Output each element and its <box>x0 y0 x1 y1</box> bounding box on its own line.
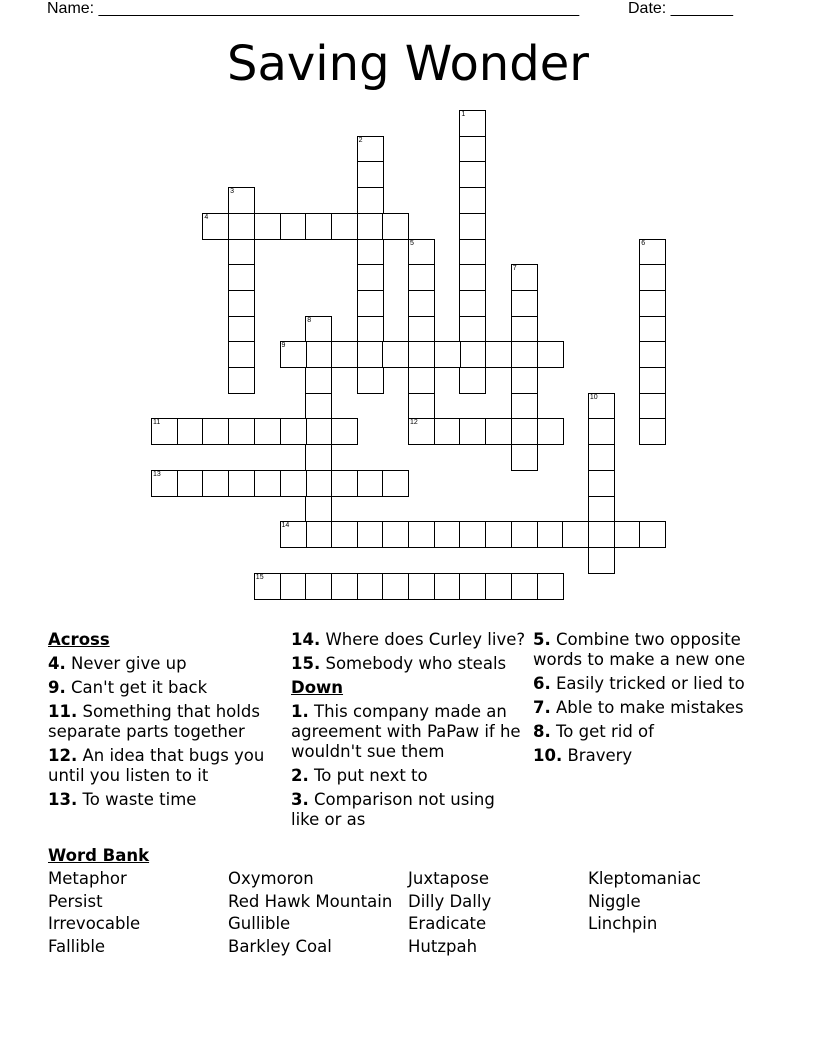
grid-cell[interactable] <box>459 418 486 445</box>
grid-cell[interactable] <box>588 418 615 445</box>
clue-down-7 <box>533 698 773 718</box>
clue-text: Easily tricked or lied to <box>550 674 745 693</box>
clue-number-label: 3 <box>230 188 234 196</box>
grid-cell[interactable] <box>228 316 255 343</box>
grid-cell[interactable] <box>485 573 512 600</box>
grid-cell[interactable] <box>588 393 615 420</box>
grid-cell[interactable] <box>459 239 486 266</box>
clue-number: 15. <box>291 654 321 673</box>
grid-cell[interactable] <box>331 341 358 368</box>
grid-cell[interactable] <box>305 316 332 343</box>
clue-text: Where does Curley live? <box>320 630 526 649</box>
clues-column-2 <box>291 630 527 834</box>
grid-cell[interactable] <box>588 521 615 548</box>
clue-number: 11. <box>48 702 78 721</box>
grid-cell[interactable] <box>357 470 384 497</box>
grid-cell[interactable] <box>357 213 384 240</box>
clue-down-3 <box>291 790 527 830</box>
clue-number-label: 12 <box>410 419 418 427</box>
clue-number: 14. <box>291 630 321 649</box>
grid-cell[interactable] <box>228 341 255 368</box>
grid-cell[interactable] <box>202 418 229 445</box>
grid-cell[interactable] <box>408 393 435 420</box>
clue-down-5 <box>533 630 773 670</box>
grid-cell[interactable] <box>305 496 332 523</box>
clue-number: 6. <box>533 674 551 693</box>
grid-cell[interactable] <box>254 573 281 600</box>
clue-number-label: 2 <box>358 136 363 144</box>
clue-text: To get rid of <box>550 722 654 741</box>
grid-cell[interactable] <box>357 264 384 291</box>
grid-cell[interactable] <box>254 418 281 445</box>
grid-cell[interactable] <box>382 341 409 368</box>
grid-cell[interactable] <box>331 470 358 497</box>
word-bank-item: Barkley Coal <box>228 937 332 957</box>
grid-cell[interactable] <box>305 393 332 420</box>
clue-down-1 <box>291 702 527 762</box>
clue-across-14 <box>291 630 527 650</box>
clue-text: To put next to <box>308 766 428 785</box>
grid-cell[interactable] <box>459 316 486 343</box>
grid-cell[interactable] <box>382 521 409 548</box>
grid-cell[interactable] <box>639 290 666 317</box>
clue-number: 10. <box>533 746 563 765</box>
grid-cell[interactable] <box>305 341 332 368</box>
grid-cell[interactable] <box>588 547 615 574</box>
grid-cell[interactable] <box>280 573 307 600</box>
grid-cell[interactable] <box>280 521 307 548</box>
grid-cell[interactable] <box>459 290 486 317</box>
grid-cell[interactable] <box>459 573 486 600</box>
clues-column-3 <box>533 630 773 770</box>
grid-cell[interactable] <box>511 521 538 548</box>
clue-number-label: 9 <box>281 342 286 350</box>
grid-cell[interactable] <box>588 496 615 523</box>
grid-cell[interactable] <box>511 316 538 343</box>
clue-across-15 <box>291 654 527 674</box>
clue-down-2 <box>291 766 527 786</box>
word-bank-item: Juxtapose <box>408 869 489 888</box>
grid-cell[interactable] <box>562 521 589 548</box>
word-bank-item: Eradicate <box>408 914 487 934</box>
clue-text: To waste time <box>77 790 197 809</box>
grid-cell[interactable] <box>459 187 486 214</box>
grid-cell[interactable] <box>588 470 615 497</box>
word-bank-item: Kleptomaniac <box>588 869 702 888</box>
grid-cell[interactable] <box>459 110 486 137</box>
clue-number: 7. <box>533 698 551 717</box>
grid-cell[interactable] <box>228 239 255 266</box>
word-bank-item: Hutzpah <box>408 937 478 957</box>
clue-number: 4. <box>48 654 66 673</box>
clue-number-label: 7 <box>512 265 517 273</box>
grid-cell[interactable] <box>485 521 512 548</box>
grid-cell[interactable] <box>331 418 358 445</box>
grid-cell[interactable] <box>639 367 666 394</box>
grid-cell[interactable] <box>382 470 409 497</box>
clue-number-label: 6 <box>641 239 646 247</box>
grid-cell[interactable] <box>254 213 281 240</box>
clue-number-label: 13 <box>153 470 161 478</box>
word-bank-item: Irrevocable <box>48 914 141 934</box>
word-bank-item: Gullible <box>228 914 291 934</box>
clue-number: 1. <box>291 702 309 721</box>
grid-cell[interactable] <box>280 341 307 368</box>
clue-text: Comparison not using like or as <box>291 790 495 829</box>
clue-text: Something that holds separate parts together <box>48 702 260 741</box>
grid-cell[interactable] <box>382 573 409 600</box>
clue-text: Bravery <box>562 746 633 765</box>
grid-cell[interactable] <box>228 418 255 445</box>
grid-cell[interactable] <box>357 521 384 548</box>
grid-cell[interactable] <box>459 521 486 548</box>
word-bank-item: Persist <box>48 891 103 911</box>
clues-column-1 <box>48 630 284 814</box>
grid-cell[interactable] <box>485 341 512 368</box>
grid-cell[interactable] <box>357 239 384 266</box>
grid-cell[interactable] <box>177 418 204 445</box>
grid-cell[interactable] <box>408 264 435 291</box>
clue-number: 13. <box>48 790 78 809</box>
word-bank-item: Oxymoron <box>228 869 314 888</box>
grid-cell[interactable] <box>639 341 666 368</box>
grid-cell[interactable] <box>228 187 255 214</box>
grid-cell[interactable] <box>408 367 435 394</box>
grid-cell[interactable] <box>305 573 332 600</box>
clue-number: 12. <box>48 746 78 765</box>
word-bank-item: Dilly Dally <box>408 891 492 911</box>
grid-cell[interactable] <box>511 444 538 471</box>
grid-cell[interactable] <box>639 239 666 266</box>
word-bank-item: Linchpin <box>588 914 658 934</box>
grid-cell[interactable] <box>357 316 384 343</box>
grid-cell[interactable] <box>305 470 332 497</box>
grid-cell[interactable] <box>408 239 435 266</box>
clue-number-label: 5 <box>410 239 414 247</box>
grid-cell[interactable] <box>511 367 538 394</box>
grid-cell[interactable] <box>408 573 435 600</box>
grid-cell[interactable] <box>305 521 332 548</box>
grid-cell[interactable] <box>305 444 332 471</box>
clue-number-label: 11 <box>153 419 161 427</box>
grid-cell[interactable] <box>357 367 384 394</box>
grid-cell[interactable] <box>151 470 178 497</box>
grid-cell[interactable] <box>357 573 384 600</box>
clue-down-6 <box>533 674 773 694</box>
clue-text: Somebody who steals <box>320 654 507 673</box>
clue-across-11 <box>48 702 284 742</box>
grid-cell[interactable] <box>357 341 384 368</box>
clue-text: Combine two opposite words to make a new one <box>533 630 746 669</box>
grid-cell[interactable] <box>228 264 255 291</box>
clue-text: Able to make mistakes <box>550 698 744 717</box>
grid-cell[interactable] <box>177 470 204 497</box>
grid-cell[interactable] <box>537 341 564 368</box>
clue-number-label: 1 <box>461 111 466 118</box>
grid-cell[interactable] <box>459 367 486 394</box>
grid-cell[interactable] <box>202 470 229 497</box>
grid-cell[interactable] <box>459 264 486 291</box>
grid-cell[interactable] <box>228 470 255 497</box>
clue-number: 2. <box>291 766 309 785</box>
word-bank-item: Fallible <box>48 937 106 957</box>
grid-cell[interactable] <box>511 341 538 368</box>
clue-number: 3. <box>291 790 309 809</box>
grid-cell[interactable] <box>202 213 229 240</box>
grid-cell[interactable] <box>408 418 435 445</box>
grid-cell[interactable] <box>537 521 564 548</box>
grid-cell[interactable] <box>511 418 538 445</box>
grid-cell[interactable] <box>434 341 461 368</box>
grid-cell[interactable] <box>357 136 384 163</box>
clue-number-label: 15 <box>255 573 264 581</box>
clue-text: Can't get it back <box>65 678 208 697</box>
grid-cell[interactable] <box>459 341 486 368</box>
grid-cell[interactable] <box>357 290 384 317</box>
grid-cell[interactable] <box>511 573 538 600</box>
clue-number-label: 4 <box>204 213 209 221</box>
name-field-line: Name: ______________________________________________________ <box>47 0 580 17</box>
clue-text: Never give up <box>65 654 187 673</box>
grid-cell[interactable] <box>511 290 538 317</box>
grid-cell[interactable] <box>459 136 486 163</box>
clue-down-10 <box>533 746 773 766</box>
grid-cell[interactable] <box>459 213 486 240</box>
across-header: Across <box>48 630 110 649</box>
grid-cell[interactable] <box>305 418 332 445</box>
grid-cell[interactable] <box>511 393 538 420</box>
grid-cell[interactable] <box>485 418 512 445</box>
clue-number: 8. <box>533 722 551 741</box>
word-bank-item: Niggle <box>588 891 641 911</box>
clue-text: This company made an agreement with PaPaw if he wouldn't sue them <box>291 702 521 761</box>
clue-across-12 <box>48 746 284 786</box>
grid-cell[interactable] <box>382 213 409 240</box>
grid-cell[interactable] <box>639 521 666 548</box>
grid-cell[interactable] <box>357 187 384 214</box>
grid-cell[interactable] <box>639 264 666 291</box>
grid-cell[interactable] <box>614 521 641 548</box>
grid-cell[interactable] <box>588 444 615 471</box>
grid-cell[interactable] <box>280 213 307 240</box>
grid-cell[interactable] <box>280 470 307 497</box>
grid-cell[interactable] <box>357 161 384 188</box>
grid-cell[interactable] <box>408 341 435 368</box>
grid-cell[interactable] <box>511 264 538 291</box>
grid-cell[interactable] <box>537 418 564 445</box>
clue-number-label: 8 <box>307 316 312 324</box>
grid-cell[interactable] <box>151 418 178 445</box>
clue-number: 5. <box>533 630 551 649</box>
grid-cell[interactable] <box>305 367 332 394</box>
grid-cell[interactable] <box>434 521 461 548</box>
grid-cell[interactable] <box>280 418 307 445</box>
grid-cell[interactable] <box>408 316 435 343</box>
grid-cell[interactable] <box>408 290 435 317</box>
grid-cell[interactable] <box>459 161 486 188</box>
clue-number-label: 14 <box>281 522 290 530</box>
clue-across-9 <box>48 678 284 698</box>
grid-cell[interactable] <box>254 470 281 497</box>
date-field-line: Date: _______ <box>628 0 733 17</box>
grid-cell[interactable] <box>537 573 564 600</box>
word-bank-item: Red Hawk Mountain <box>228 891 393 911</box>
grid-cell[interactable] <box>434 573 461 600</box>
puzzle-title: Saving Wonder <box>227 36 589 92</box>
clue-down-8 <box>533 722 773 742</box>
clue-across-13 <box>48 790 284 810</box>
clue-text: An idea that bugs you until you listen to it <box>48 746 265 785</box>
grid-cell[interactable] <box>639 393 666 420</box>
grid-cell[interactable] <box>331 573 358 600</box>
grid-cell[interactable] <box>434 418 461 445</box>
grid-cell[interactable] <box>331 213 358 240</box>
word-bank-title: Word Bank <box>48 846 150 865</box>
grid-cell[interactable] <box>408 521 435 548</box>
grid-cell[interactable] <box>331 521 358 548</box>
word-bank-item: Metaphor <box>48 869 127 888</box>
grid-cell[interactable] <box>228 213 255 240</box>
grid-cell[interactable] <box>228 290 255 317</box>
grid-cell[interactable] <box>639 418 666 445</box>
grid-cell[interactable] <box>639 316 666 343</box>
grid-cell[interactable] <box>305 213 332 240</box>
clue-number-label: 10 <box>589 393 598 401</box>
down-header: Down <box>291 678 344 697</box>
clue-number: 9. <box>48 678 66 697</box>
grid-cell[interactable] <box>228 367 255 394</box>
clue-across-4 <box>48 654 284 674</box>
